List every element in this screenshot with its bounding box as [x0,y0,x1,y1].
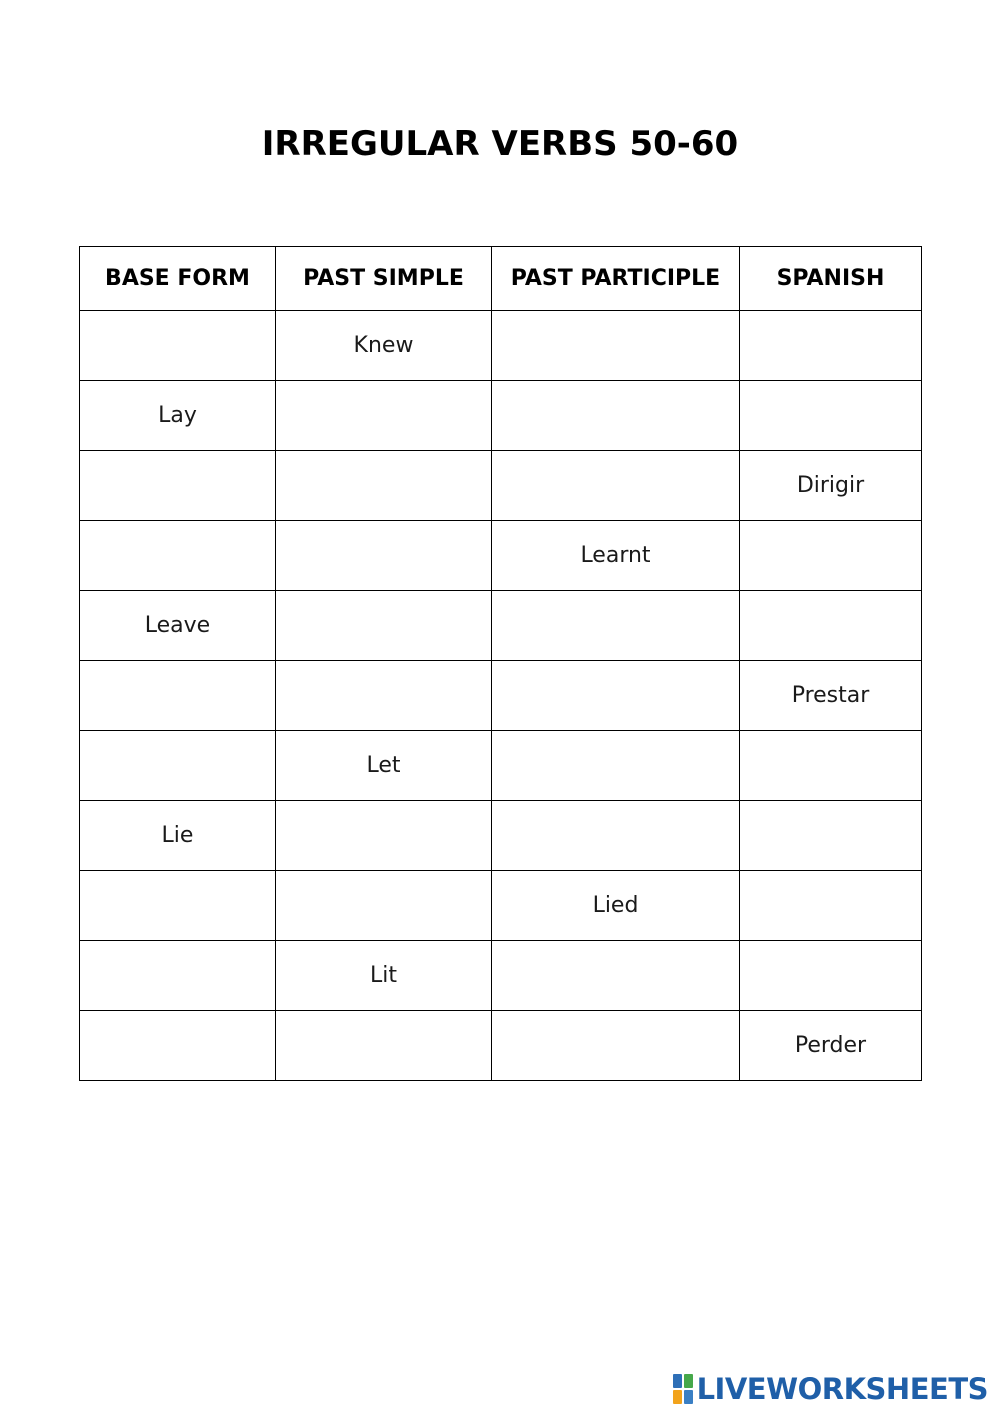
cell-base-form[interactable] [80,311,276,381]
cell-spanish[interactable] [740,591,922,661]
cell-past-simple: Lit [276,941,492,1011]
cell-past-simple[interactable] [276,521,492,591]
mark-tile-lightblue [684,1390,693,1404]
cell-past-simple: Knew [276,311,492,381]
page-title: IRREGULAR VERBS 50-60 [261,124,739,164]
cell-spanish[interactable] [740,381,922,451]
cell-base-form[interactable] [80,871,276,941]
cell-past-simple: Let [276,731,492,801]
cell-spanish[interactable] [740,871,922,941]
cell-past-simple[interactable] [276,381,492,451]
cell-past-participle: Lied [492,871,740,941]
cell-past-simple[interactable] [276,451,492,521]
cell-past-simple[interactable] [276,661,492,731]
cell-past-participle[interactable] [492,311,740,381]
cell-spanish[interactable] [740,801,922,871]
cell-base-form[interactable] [80,451,276,521]
header-past-participle: PAST PARTICIPLE [492,247,740,311]
cell-past-simple[interactable] [276,591,492,661]
table-row [80,661,922,731]
table-header-row [80,247,922,311]
cell-base-form[interactable] [80,661,276,731]
cell-spanish: Dirigir [740,451,922,521]
cell-past-participle[interactable] [492,731,740,801]
table-row [80,941,922,1011]
cell-base-form: Lie [80,801,276,871]
verbs-table [79,246,922,1081]
cell-spanish: Perder [740,1011,922,1081]
logo-text: LIVEWORKSHEETS [696,1372,988,1406]
table-row [80,1011,922,1081]
cell-past-participle[interactable] [492,381,740,451]
liveworksheets-mark-icon [673,1374,693,1404]
cell-past-participle: Learnt [492,521,740,591]
cell-base-form: Lay [80,381,276,451]
cell-past-participle[interactable] [492,451,740,521]
header-past-simple: PAST SIMPLE [276,247,492,311]
mark-tile-orange [673,1390,682,1404]
cell-base-form[interactable] [80,521,276,591]
header-spanish: SPANISH [740,247,922,311]
cell-spanish[interactable] [740,731,922,801]
table-row [80,451,922,521]
cell-past-participle[interactable] [492,801,740,871]
cell-base-form[interactable] [80,941,276,1011]
mark-tile-blue [673,1374,682,1388]
table-row [80,801,922,871]
cell-spanish: Prestar [740,661,922,731]
mark-tile-green [684,1374,693,1388]
liveworksheets-logo[interactable] [673,1372,988,1406]
cell-spanish[interactable] [740,311,922,381]
cell-base-form: Leave [80,591,276,661]
cell-past-participle[interactable] [492,941,740,1011]
cell-past-participle[interactable] [492,591,740,661]
table-row [80,521,922,591]
cell-past-simple[interactable] [276,871,492,941]
table-row [80,731,922,801]
table-row [80,591,922,661]
cell-spanish[interactable] [740,941,922,1011]
header-base-form: BASE FORM [80,247,276,311]
cell-past-participle[interactable] [492,661,740,731]
cell-past-participle[interactable] [492,1011,740,1081]
cell-base-form[interactable] [80,731,276,801]
cell-base-form[interactable] [80,1011,276,1081]
table-row [80,871,922,941]
cell-past-simple[interactable] [276,801,492,871]
table-row [80,311,922,381]
table-row [80,381,922,451]
cell-spanish[interactable] [740,521,922,591]
cell-past-simple[interactable] [276,1011,492,1081]
